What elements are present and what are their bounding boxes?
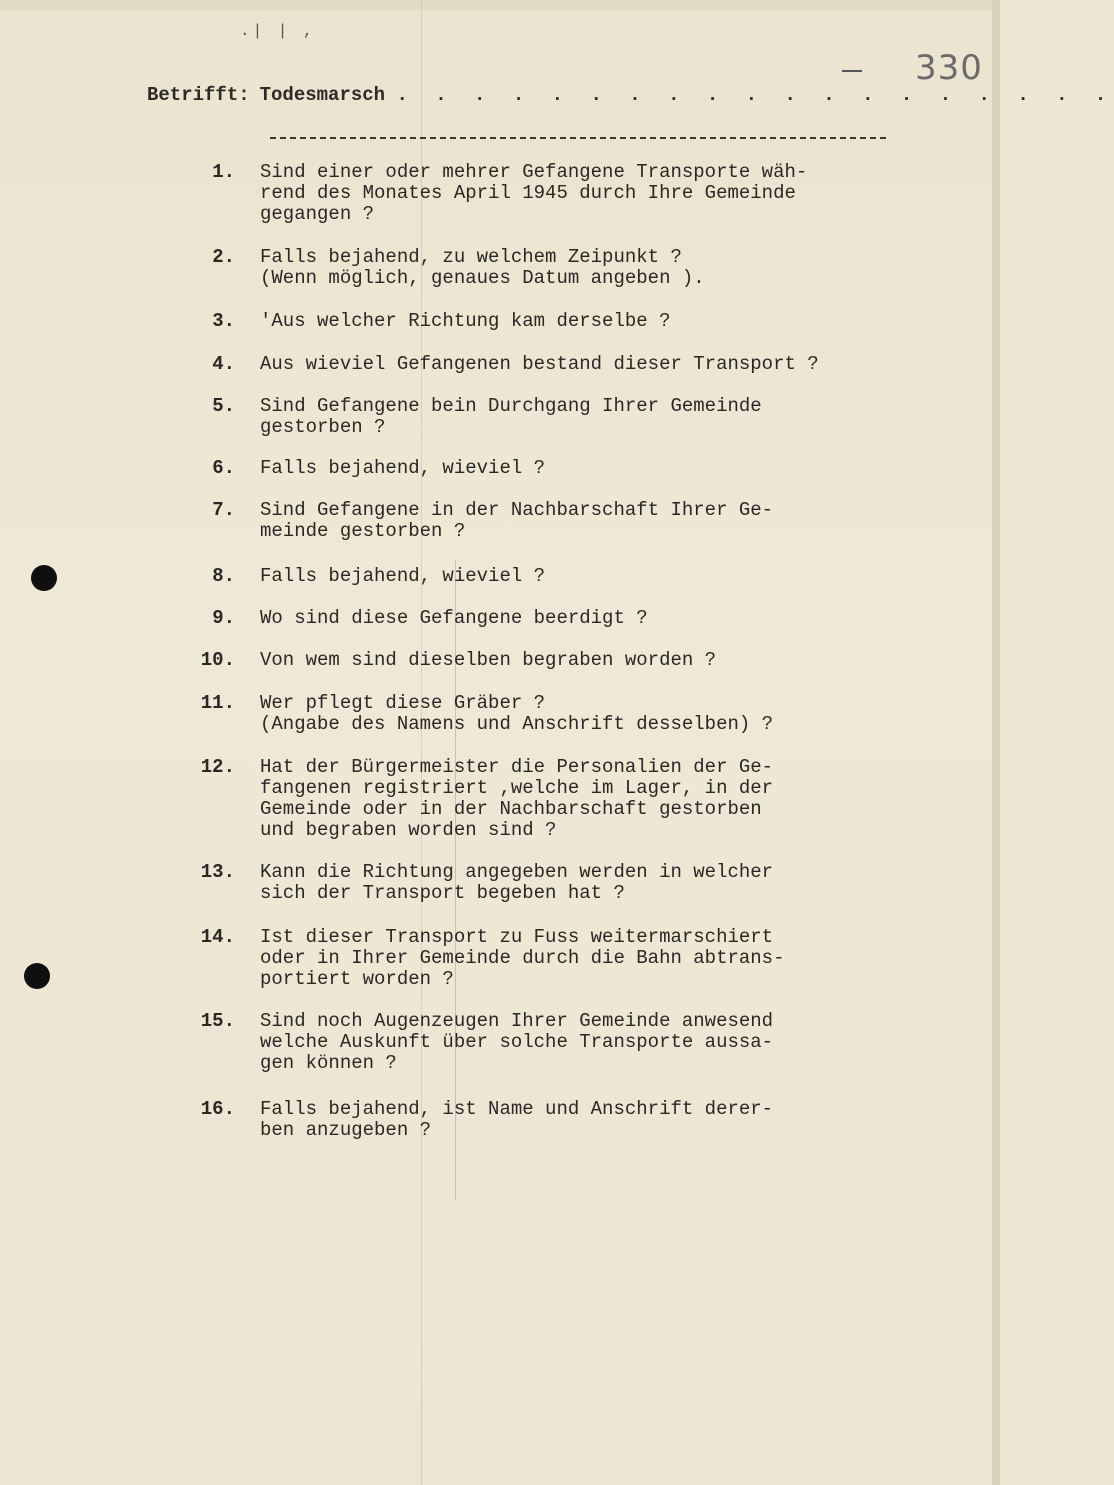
- question-text: [260, 757, 773, 841]
- question-text: [260, 862, 773, 904]
- subject-dots: . . . . . . . . . . . . . . . . . . .: [396, 84, 1114, 106]
- subject-label: Betrifft:: [147, 84, 250, 106]
- question-line: welche Auskunft über solche Transporte aussa-: [260, 1031, 774, 1053]
- question-line: Falls bejahend, wieviel ?: [260, 565, 546, 587]
- subject-value: Todesmarsch: [259, 84, 386, 106]
- question-number: 1.: [212, 161, 235, 183]
- question-number: 3.: [212, 310, 235, 332]
- question-number: 11.: [200, 692, 235, 714]
- question-line: Sind Gefangene in der Nachbarschaft Ihrer Ge-: [260, 499, 774, 521]
- question-line: Wo sind diese Gefangene beerdigt ?: [260, 607, 648, 629]
- question-number: 12.: [200, 756, 235, 778]
- question-number: 8.: [212, 565, 235, 587]
- question-line: Sind noch Augenzeugen Ihrer Gemeinde anwesend: [260, 1010, 774, 1032]
- question-line: ben anzugeben ?: [260, 1119, 432, 1141]
- question-text: [260, 650, 716, 671]
- question-number: 5.: [212, 395, 235, 417]
- question-text: [260, 1011, 773, 1074]
- question-line: Sind einer oder mehrer Gefangene Transporte wäh-: [260, 161, 808, 183]
- top-pen-marks: .| | ,: [240, 22, 316, 40]
- question-number: 14.: [200, 926, 235, 948]
- question-line: fangenen registriert ,welche im Lager, in der: [260, 777, 774, 799]
- question-number: 9.: [212, 607, 235, 629]
- question-line: 'Aus welcher Richtung kam derselbe ?: [260, 310, 671, 332]
- question-number: 7.: [212, 499, 235, 521]
- subject-line: [147, 84, 1114, 106]
- question-line: Falls bejahend, zu welchem Zeipunkt ?: [260, 246, 682, 268]
- punch-hole-bottom: [24, 963, 50, 989]
- question-text: [260, 608, 648, 629]
- question-line: oder in Ihrer Gemeinde durch die Bahn abtrans-: [260, 947, 785, 969]
- question-text: [260, 927, 785, 990]
- question-line: Ist dieser Transport zu Fuss weitermarschiert: [260, 926, 774, 948]
- question-text: [260, 500, 773, 542]
- question-number: 4.: [212, 353, 235, 375]
- question-line: Von wem sind dieselben begraben worden ?: [260, 649, 717, 671]
- question-line: Sind Gefangene bein Durchgang Ihrer Gemeinde: [260, 395, 762, 417]
- question-line: Aus wieviel Gefangenen bestand dieser Transport ?: [260, 353, 819, 375]
- question-line: rend des Monates April 1945 durch Ihre Gemeinde: [260, 182, 796, 204]
- paper-top-edge: [0, 0, 1000, 10]
- question-line: Kann die Richtung angegeben werden in welcher: [260, 861, 774, 883]
- question-text: [260, 311, 670, 332]
- question-line: (Wenn möglich, genaues Datum angeben ).: [260, 267, 705, 289]
- paper-right-edge: [992, 0, 1000, 1485]
- question-line: Wer pflegt diese Gräber ?: [260, 692, 546, 714]
- question-text: [260, 693, 773, 735]
- question-line: gegangen ?: [260, 203, 375, 225]
- question-line: gen können ?: [260, 1052, 397, 1074]
- page-number-dash: [842, 70, 862, 72]
- question-text: [260, 566, 545, 587]
- question-line: (Angabe des Namens und Anschrift desselben) ?: [260, 713, 774, 735]
- question-text: [260, 1099, 773, 1141]
- question-line: Falls bejahend, ist Name und Anschrift derer-: [260, 1098, 774, 1120]
- question-line: Gemeinde oder in der Nachbarschaft gestorben: [260, 798, 762, 820]
- underline-rule: [270, 137, 886, 139]
- page-number: 330: [915, 48, 983, 88]
- question-line: Hat der Bürgermeister die Personalien der Ge-: [260, 756, 774, 778]
- question-text: [260, 162, 807, 225]
- question-text: [260, 247, 705, 289]
- question-text: [260, 354, 819, 375]
- question-number: 2.: [212, 246, 235, 268]
- question-number: 16.: [200, 1098, 235, 1120]
- question-number: 13.: [200, 861, 235, 883]
- question-text: [260, 396, 762, 438]
- question-number: 10.: [200, 649, 235, 671]
- question-number: 6.: [212, 457, 235, 479]
- question-text: [260, 458, 545, 479]
- question-line: gestorben ?: [260, 416, 386, 438]
- punch-hole-top: [31, 565, 57, 591]
- question-line: und begraben worden sind ?: [260, 819, 557, 841]
- question-line: meinde gestorben ?: [260, 520, 466, 542]
- question-number: 15.: [200, 1010, 235, 1032]
- question-line: sich der Transport begeben hat ?: [260, 882, 625, 904]
- question-line: portiert worden ?: [260, 968, 454, 990]
- question-line: Falls bejahend, wieviel ?: [260, 457, 546, 479]
